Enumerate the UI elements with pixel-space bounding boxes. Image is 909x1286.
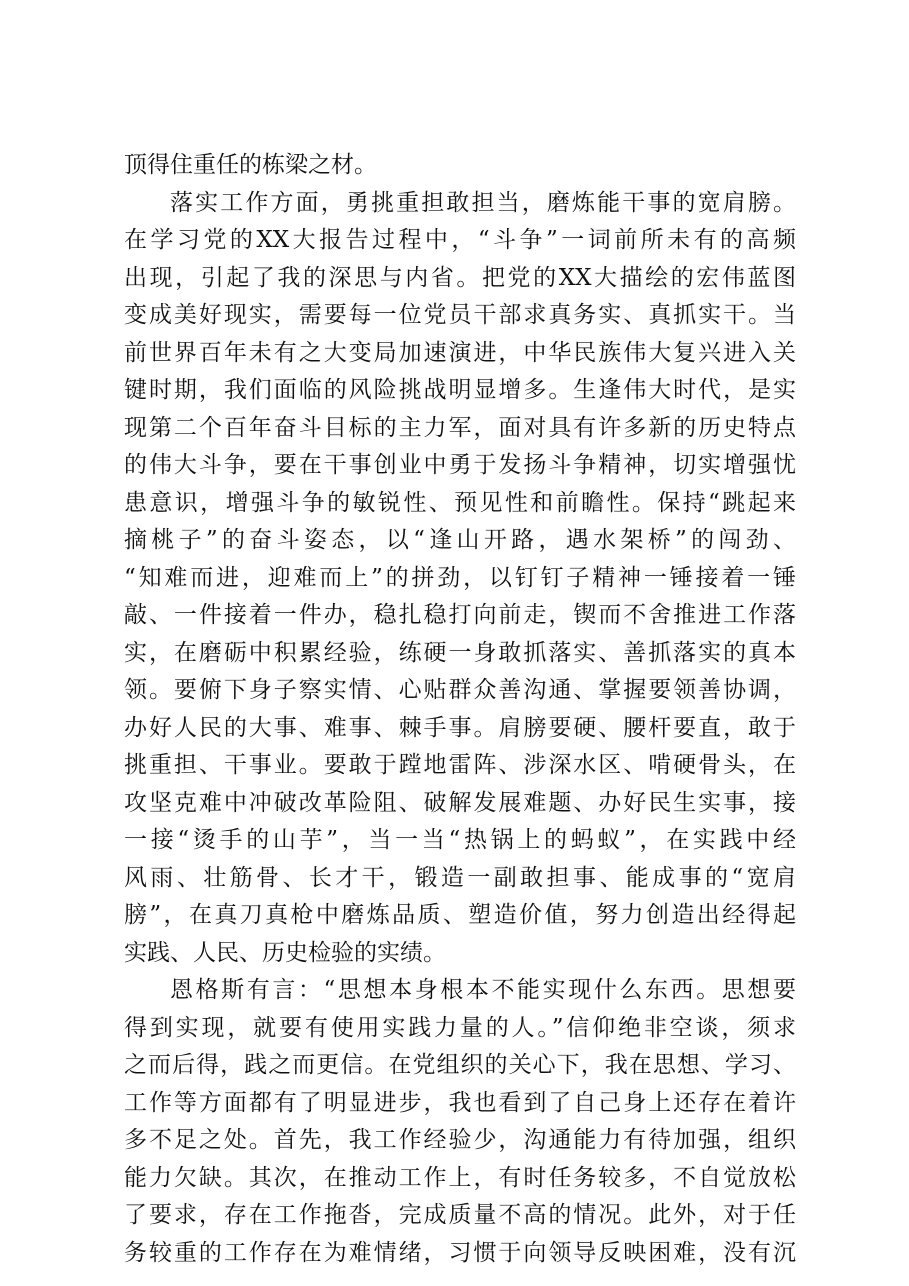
text-line: 恩格斯有言：“思想本身根本不能实现什么东西。思想要	[170, 977, 796, 1003]
text-line: 务较重的工作存在为难情绪，习惯于向领导反映困难，没有沉	[124, 1239, 796, 1266]
text-line: 落实工作方面，勇挑重担敢担当，磨炼能干事的宽肩膀。	[170, 189, 796, 216]
body-text	[124, 147, 796, 1272]
text-line: 现第二个百年奋斗目标的主力军，面对具有许多新的历史特点	[124, 414, 796, 441]
text-line: 多不足之处。首先，我工作经验少，沟通能力有待加强，组织	[124, 1127, 796, 1153]
text-line: 实践、人民、历史检验的实绩。	[124, 939, 446, 966]
text-line: 膀”，在真刀真枪中磨炼品质、塑造价值，努力创造出经得起	[124, 902, 796, 928]
text-line: 在学习党的XX大报告过程中，“斗争”一词前所未有的高频	[124, 227, 796, 253]
text-line: 挑重担、干事业。要敢于蹚地雷阵、涉深水区、啃硬骨头，在	[124, 752, 796, 778]
text-line: 实，在磨砺中积累经验，练硬一身敢抓落实、善抓落实的真本	[124, 639, 796, 666]
text-line: 出现，引起了我的深思与内省。把党的XX大描绘的宏伟蓝图	[124, 264, 796, 291]
text-line: 的伟大斗争，要在干事创业中勇于发扬斗争精神，切实增强忧	[124, 452, 796, 478]
text-line: “知难而进，迎难而上”的拼劲，以钉钉子精神一锤接着一锤	[124, 564, 796, 591]
text-line: 键时期，我们面临的风险挑战明显增多。生逢伟大时代，是实	[124, 377, 796, 403]
text-line: 变成美好现实，需要每一位党员干部求真务实、真抓实干。当	[124, 302, 796, 328]
text-line: 领。要俯下身子察实情、心贴群众善沟通、掌握要领善协调，	[124, 677, 796, 703]
text-line: 能力欠缺。其次，在推动工作上，有时任务较多，不自觉放松	[124, 1164, 796, 1191]
text-line: 风雨、壮筋骨、长才干，锻造一副敢担事、能成事的“宽肩	[124, 864, 796, 891]
text-line: 之而后得，践之而更信。在党组织的关心下，我在思想、学习、	[124, 1052, 796, 1078]
text-line: 患意识，增强斗争的敏锐性、预见性和前瞻性。保持“跳起来	[124, 489, 796, 516]
text-line: 前世界百年未有之大变局加速演进，中华民族伟大复兴进入关	[124, 339, 796, 366]
text-line: 了要求，存在工作拖沓，完成质量不高的情况。此外，对于任	[124, 1202, 796, 1228]
text-line: 办好人民的大事、难事、棘手事。肩膀要硬、腰杆要直，敢于	[124, 714, 796, 741]
text-line: 顶得住重任的栋梁之材。	[124, 152, 377, 178]
text-line: 一接“烫手的山芋”，当一当“热锅上的蚂蚁”，在实践中经	[124, 827, 796, 853]
text-line: 工作等方面都有了明显进步，我也看到了自己身上还存在着许	[124, 1089, 796, 1116]
text-line: 攻坚克难中冲破改革险阻、破解发展难题、办好民生实事，接	[124, 789, 796, 816]
text-line: 得到实现，就要有使用实践力量的人。”信仰绝非空谈，须求	[124, 1014, 796, 1041]
text-line: 敲、一件接着一件办，稳扎稳打向前走，锲而不舍推进工作落	[124, 602, 796, 628]
text-line: 摘桃子”的奋斗姿态，以“逢山开路，遇水架桥”的闯劲、	[124, 527, 796, 553]
